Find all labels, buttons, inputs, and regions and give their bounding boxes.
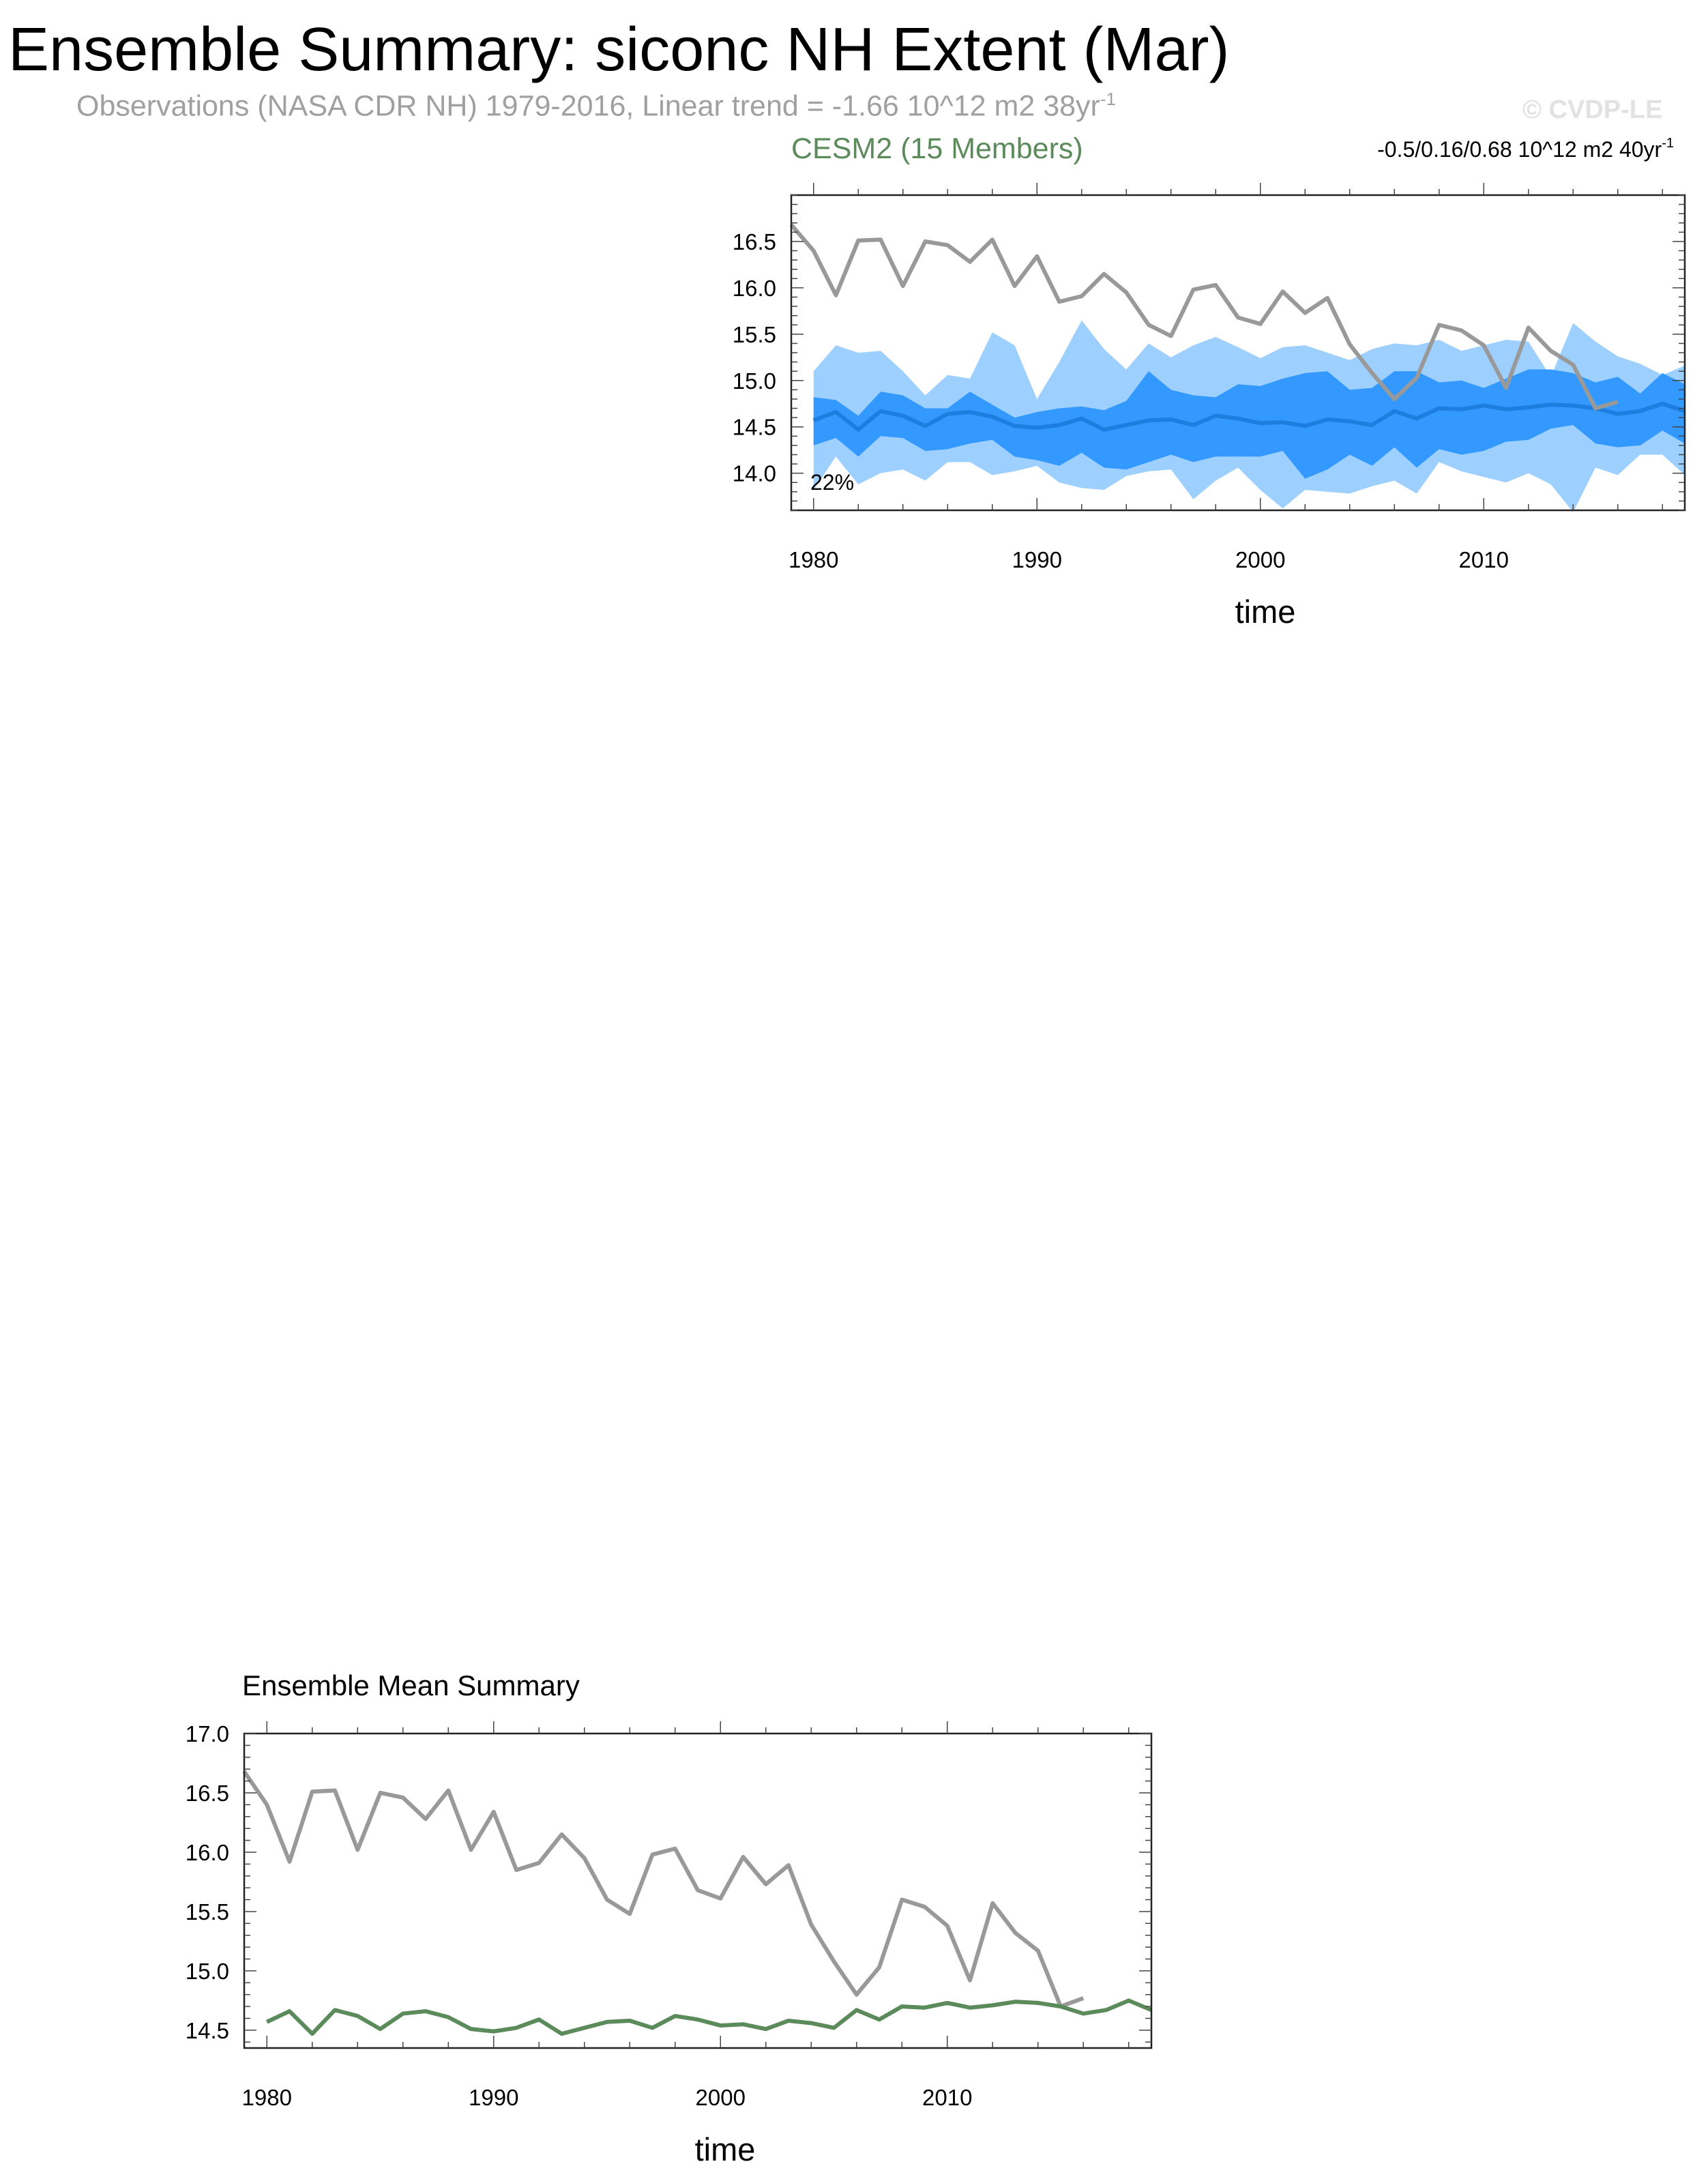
x-axis-title: time [694,2131,756,2167]
observations-line [244,1772,1083,2006]
y-tick-label: 16.5 [732,229,776,254]
y-tick-label: 16.0 [732,275,776,301]
x-tick-label: 1980 [789,547,839,572]
y-tick-label: 14.0 [732,460,776,486]
percent-annotation: 22% [810,470,855,495]
trend-summary-label [1377,136,1674,162]
x-tick-label: 2000 [1235,547,1286,572]
chart-title: Ensemble Mean Summary [242,1669,580,1701]
x-tick-label: 2010 [922,2085,973,2110]
observations-trend-exponent: -1 [1100,89,1116,109]
y-tick-label: 14.5 [185,2017,229,2043]
y-tick-label: 14.5 [732,414,776,440]
cvdp-watermark: © CVDP-LE [1522,96,1663,124]
x-tick-label: 2000 [695,2085,746,2110]
y-tick-label: 15.0 [732,368,776,394]
trend-summary-exponent: -1 [1662,136,1674,151]
y-tick-label: 15.5 [185,1899,229,1925]
chart-panel-2 [186,1669,1151,2167]
chart-panel-1 [733,132,1685,630]
observations-trend-text: Observations (NASA CDR NH) 1979-2016, Linear trend = -1.66 10^12 m2 38yr [76,89,1100,123]
y-tick-label: 15.5 [732,321,776,347]
chart-title: CESM2 (15 Members) [791,132,1083,165]
ensemble-mean-line [267,2000,1151,2034]
y-tick-label: 16.5 [185,1780,229,1806]
x-tick-label: 1990 [469,2085,519,2110]
y-tick-label: 15.0 [185,1958,229,1984]
page-title: Ensemble Summary: siconc NH Extent (Mar) [8,16,1230,84]
x-tick-label: 2010 [1458,547,1509,572]
x-tick-label: 1990 [1012,547,1062,572]
x-tick-label: 1980 [241,2085,292,2110]
x-axis-title: time [1235,594,1296,630]
trend-summary-text: -0.5/0.16/0.68 10^12 m2 40yr [1377,137,1662,162]
y-tick-label: 16.0 [185,1839,229,1865]
y-tick-label: 17.0 [185,1721,229,1746]
